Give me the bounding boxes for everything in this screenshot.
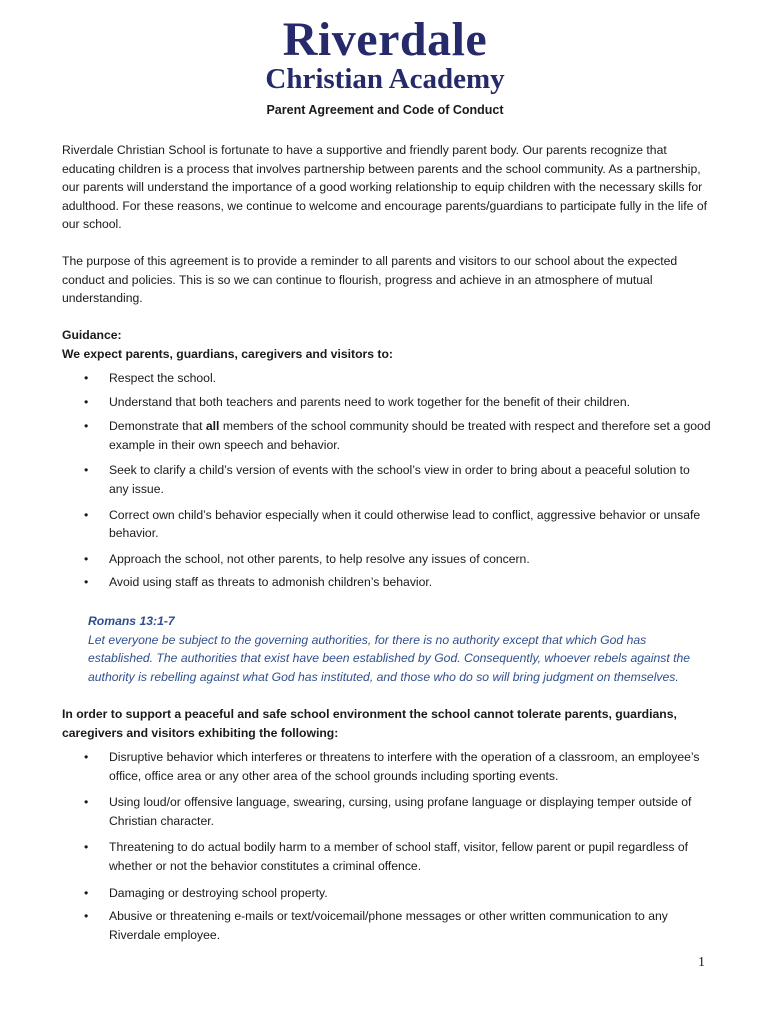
list-item: • Correct own child’s behavior especially when it could otherwise lead to conflict, aggressive behavior or unsafe behavior. bbox=[62, 506, 712, 543]
logo-title: Riverdale bbox=[282, 13, 488, 66]
guidance-subheading: We expect parents, guardians, caregivers and visitors to: bbox=[62, 346, 393, 361]
prohibited-intro: In order to support a peaceful and safe school environment the school cannot tolerate parents, guardians, caregivers and visitors exhibiting the following: bbox=[62, 707, 677, 740]
list-item: • Abusive or threatening e-mails or text/voicemail/phone messages or other written communication to any Riverdale employee. bbox=[62, 907, 712, 944]
expectations-list bbox=[62, 369, 712, 592]
scripture-quote bbox=[88, 612, 713, 686]
list-item: • Using loud/or offensive language, swearing, cursing, using profane language or displaying temper outside of Christian character. bbox=[62, 793, 712, 830]
guidance-heading: Guidance: bbox=[62, 328, 122, 342]
list-item: • Threatening to do actual bodily harm to a member of school staff, visitor, fellow parent or pupil regardless of whether or not the behavior constitutes a criminal offence. bbox=[62, 838, 712, 875]
list-item: • Respect the school. bbox=[62, 369, 712, 388]
list-item: • Seek to clarify a child’s version of events with the school’s view in order to bring about a peaceful solution to any issue. bbox=[62, 461, 712, 498]
list-item: • Damaging or destroying school property. bbox=[62, 884, 712, 903]
page-number: 1 bbox=[698, 955, 705, 970]
prohibited-list bbox=[62, 748, 712, 944]
intro-paragraph: Riverdale Christian School is fortunate to have a supportive and friendly parent body. Our parents recognize that educating children is a process that involves partnership between parents and the school community. As a partnership, our parents will understand the importance of a good working relationship to equip children with the necessary skills for adulthood. For these reasons, we continue to welcome and encourage parents/guardians to participate fully in the life of our school. bbox=[62, 143, 707, 232]
guidance-section bbox=[62, 326, 393, 363]
list-item: • Disruptive behavior which interferes or threatens to interfere with the operation of a classroom, an employee’s office, office area or any other area of the school grounds including sporting events. bbox=[62, 748, 712, 785]
list-item bbox=[62, 417, 712, 454]
scripture-text: Let everyone be subject to the governing authorities, for there is no authority except that which God has established. The authorities that exist have been established by God. Consequently, whoever rebels against the authority is rebelling against what God has instituted, and those who do so will bring judgment on themselves. bbox=[88, 632, 691, 684]
purpose-paragraph: The purpose of this agreement is to provide a reminder to all parents and visitors to our school about the expected conduct and policies. This is so we can continue to flourish, progress and achieve in an atmosphere of mutual understanding. bbox=[62, 254, 678, 306]
list-item: • Avoid using staff as threats to admonish children’s behavior. bbox=[62, 573, 712, 592]
logo-subtitle: Christian Academy bbox=[265, 63, 505, 95]
list-item-text: Demonstrate that bbox=[109, 419, 206, 434]
list-item: • Understand that both teachers and parents need to work together for the benefit of their children. bbox=[62, 393, 712, 412]
emphasis-all: all bbox=[205, 419, 220, 434]
list-item-text: members of the school community should be treated with respect and therefore set a good example in their own speech and behavior. bbox=[109, 419, 711, 452]
scripture-reference: Romans 13:1-7 bbox=[88, 614, 175, 628]
list-item: • Approach the school, not other parents, to help resolve any issues of concern. bbox=[62, 550, 712, 569]
page-title: Parent Agreement and Code of Conduct bbox=[266, 103, 504, 117]
